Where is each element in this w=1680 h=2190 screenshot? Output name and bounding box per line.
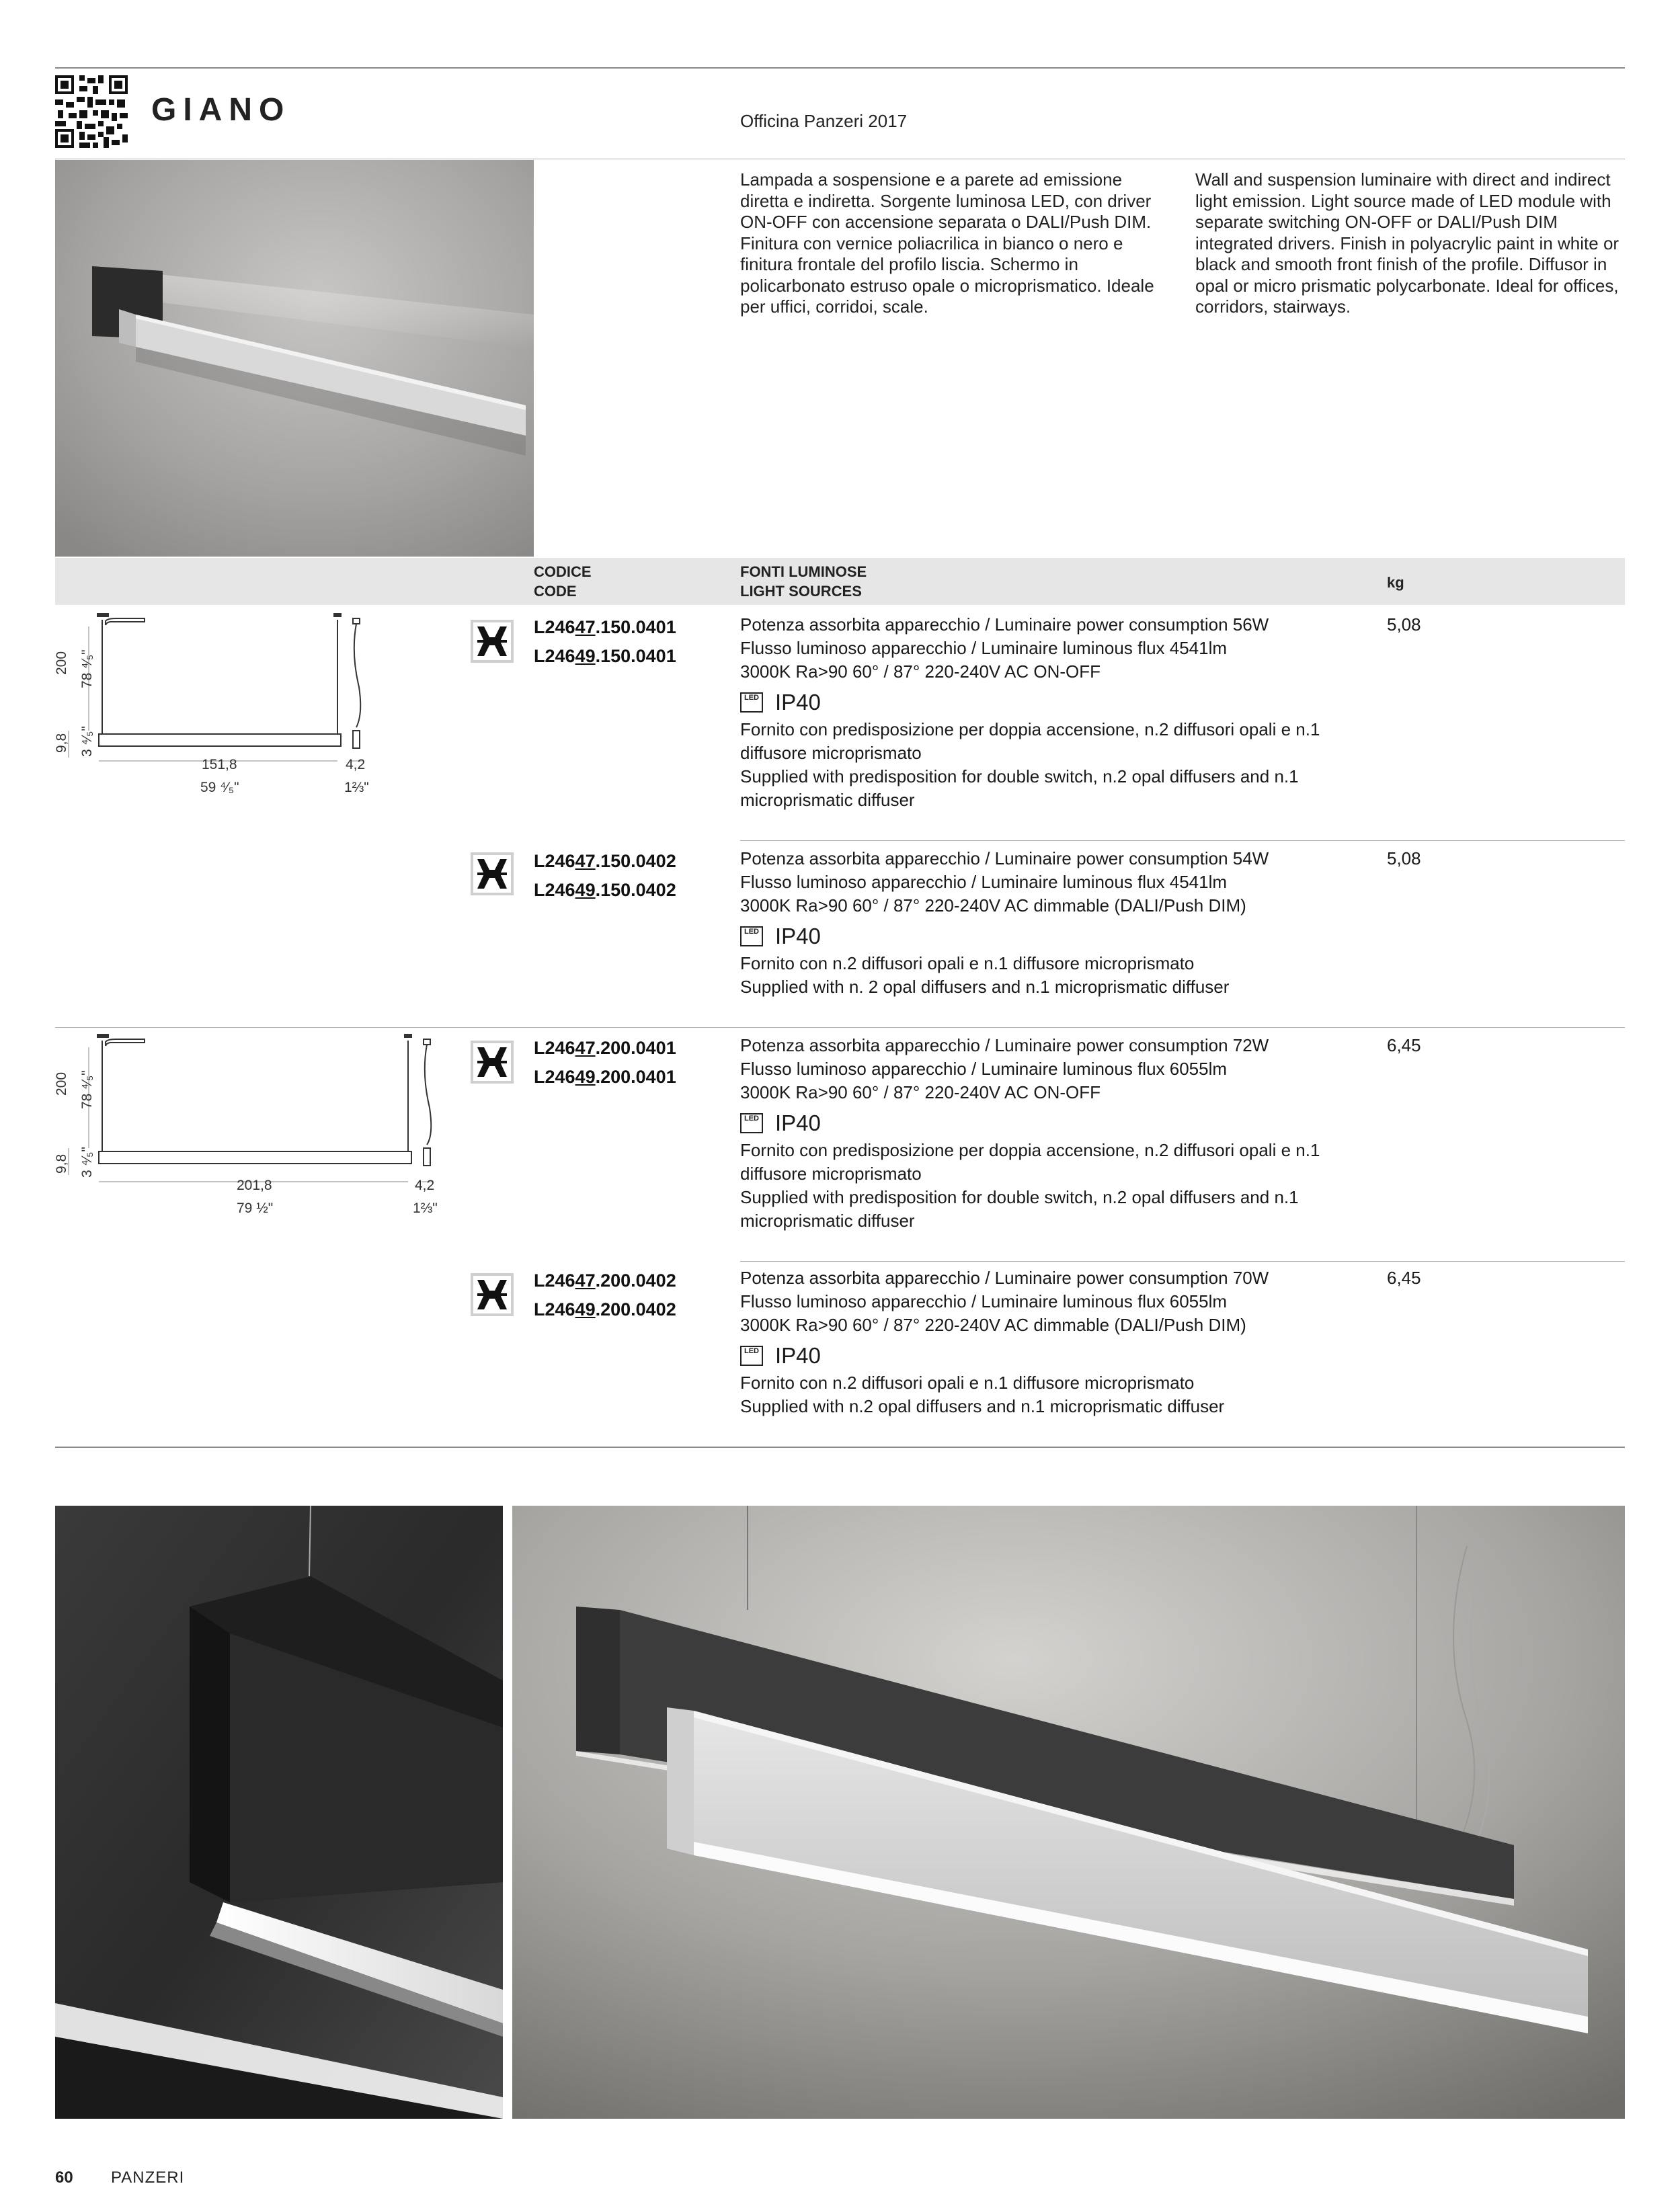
row-divider — [740, 1261, 1625, 1262]
kg-header: kg — [1387, 574, 1404, 591]
dim-length-in: 59 ⁴⁄₅" — [200, 780, 239, 795]
dim-length-cm: 151,8 — [202, 757, 237, 772]
table-end-rule — [55, 1447, 1625, 1448]
row-divider — [55, 1027, 1625, 1028]
description-it: Lampada a sospensione e a parete ad emissione diretta e indiretta. Sorgente luminosa LED, con driver ON-OFF con accensione separata o DALI/Push DIM. Finitura con vernice poliacrilica in bianco o nero e finitura frontale del profilo liscia. Schermo in policarbonato estruso opale o microprismatico. Ideale per uffici, corridoi, scale. — [740, 169, 1154, 317]
luminaire-type-icon — [471, 852, 514, 895]
product-codes: L24647.200.0401 L24649.200.0401 — [534, 1038, 676, 1087]
dimension-diagram-150 — [55, 613, 432, 808]
dimension-diagram-200 — [55, 1034, 458, 1229]
code-header-en: CODE — [534, 583, 577, 600]
dim-depth-in: 3 ⁴⁄₅" — [79, 726, 95, 757]
product-photo-wall — [55, 160, 534, 557]
dim2-depth-in: 3 ⁴⁄₅" — [79, 1147, 95, 1178]
dim-height-cm: 200 — [54, 651, 69, 675]
collection-label: Officina Panzeri 2017 — [740, 111, 908, 131]
dim2-height-in: 78 ⁴⁄₅" — [79, 1070, 95, 1109]
product-codes: L24647.150.0402 L24649.150.0402 — [534, 851, 676, 900]
qr-code-icon[interactable] — [55, 75, 128, 148]
page-title: GIANO — [151, 92, 291, 128]
code-header — [534, 562, 592, 601]
dim2-length-cm: 201,8 — [237, 1178, 272, 1193]
led-icon: LED — [740, 1346, 763, 1366]
ip-rating: IP40 — [775, 1110, 821, 1135]
product-spec: Potenza assorbita apparecchio / Luminaire power consumption 70W Flusso luminoso apparecchio / Luminaire luminous flux 6055lm 3000K Ra>90 60° / 87° 220-240V AC dimmable (DALI/Push DIM) LED IP40 Fornito con n.2 diffusori opali e n.1 diffusore microprismato Supplied with n.2 opal diffusers and n.1 microprismatic diffuser — [740, 1268, 1269, 1416]
dim-depth-cm: 9,8 — [54, 733, 69, 753]
product-spec: Potenza assorbita apparecchio / Luminaire power consumption 54W Flusso luminoso apparecchio / Luminaire luminous flux 4541lm 3000K Ra>90 60° / 87° 220-240V AC dimmable (DALI/Push DIM) LED IP40 Fornito con n.2 diffusori opali e n.1 diffusore microprismato Supplied with n. 2 opal diffusers and n.1 microprismatic diffuser — [740, 848, 1269, 997]
footer-brand: PANZERI — [111, 2168, 185, 2187]
led-icon: LED — [740, 1113, 763, 1133]
top-rule — [55, 67, 1625, 69]
code-header-it: CODICE — [534, 563, 592, 580]
row-divider — [740, 840, 1625, 841]
dim2-depth-cm: 9,8 — [54, 1153, 69, 1174]
luminaire-type-icon — [471, 1273, 514, 1316]
dim-width-in: 1⅔" — [344, 780, 369, 795]
dim2-length-in: 79 ½" — [237, 1201, 274, 1216]
ip-rating: IP40 — [775, 1343, 821, 1368]
product-weight: 6,45 — [1387, 1268, 1421, 1288]
led-icon: LED — [740, 926, 763, 946]
sources-header-en: LIGHT SOURCES — [740, 583, 862, 600]
product-weight: 5,08 — [1387, 614, 1421, 635]
description-en: Wall and suspension luminaire with direct and indirect light emission. Light source made of LED module with separate switching ON-OFF or DALI/Push DIM integrated drivers. Finish in polyacrylic paint in white or black and smooth front finish of the profile. Diffusor in opal or micro prismatic polycarbonate. Ideal for offices, corridors, stairways. — [1195, 169, 1619, 317]
product-codes: L24647.150.0401 L24649.150.0401 — [534, 617, 676, 666]
dim2-width-in: 1⅔" — [413, 1201, 438, 1216]
sources-header — [740, 562, 867, 601]
product-photo-black-detail — [55, 1506, 503, 2119]
product-weight: 6,45 — [1387, 1035, 1421, 1055]
dim-width-cm: 4,2 — [346, 757, 366, 772]
dim2-width-cm: 4,2 — [415, 1178, 435, 1193]
page-number: 60 — [55, 2168, 73, 2187]
product-codes: L24647.200.0402 L24649.200.0402 — [534, 1270, 676, 1320]
product-photo-white-suspension — [512, 1506, 1625, 2119]
ip-rating: IP40 — [775, 690, 821, 715]
ip-rating: IP40 — [775, 924, 821, 948]
dim2-height-cm: 200 — [54, 1071, 69, 1096]
luminaire-type-icon — [471, 1041, 514, 1084]
product-spec: Potenza assorbita apparecchio / Luminaire power consumption 72W Flusso luminoso apparecchio / Luminaire luminous flux 6055lm 3000K Ra>90 60° / 87° 220-240V AC ON-OFF LED IP40 Fornito con predisposizione per doppia accensione, n.2 diffusori opali e n.1 diffusore microprismato Supplied with predisposition for double switch, n.2 opal diffusers and n.1 microprismatic diffuser — [740, 1035, 1320, 1231]
product-weight: 5,08 — [1387, 848, 1421, 868]
sources-header-it: FONTI LUMINOSE — [740, 563, 867, 580]
led-icon: LED — [740, 692, 763, 713]
luminaire-type-icon — [471, 620, 514, 663]
dim-height-in: 78 ⁴⁄₅" — [79, 649, 95, 688]
product-spec: Potenza assorbita apparecchio / Luminaire power consumption 56W Flusso luminoso apparecchio / Luminaire luminous flux 4541lm 3000K Ra>90 60° / 87° 220-240V AC ON-OFF LED IP40 Fornito con predisposizione per doppia accensione, n.2 diffusori opali e n.1 diffusore microprismato Supplied with predisposition for double switch, n.2 opal diffusers and n.1 microprismatic diffuser — [740, 614, 1320, 810]
